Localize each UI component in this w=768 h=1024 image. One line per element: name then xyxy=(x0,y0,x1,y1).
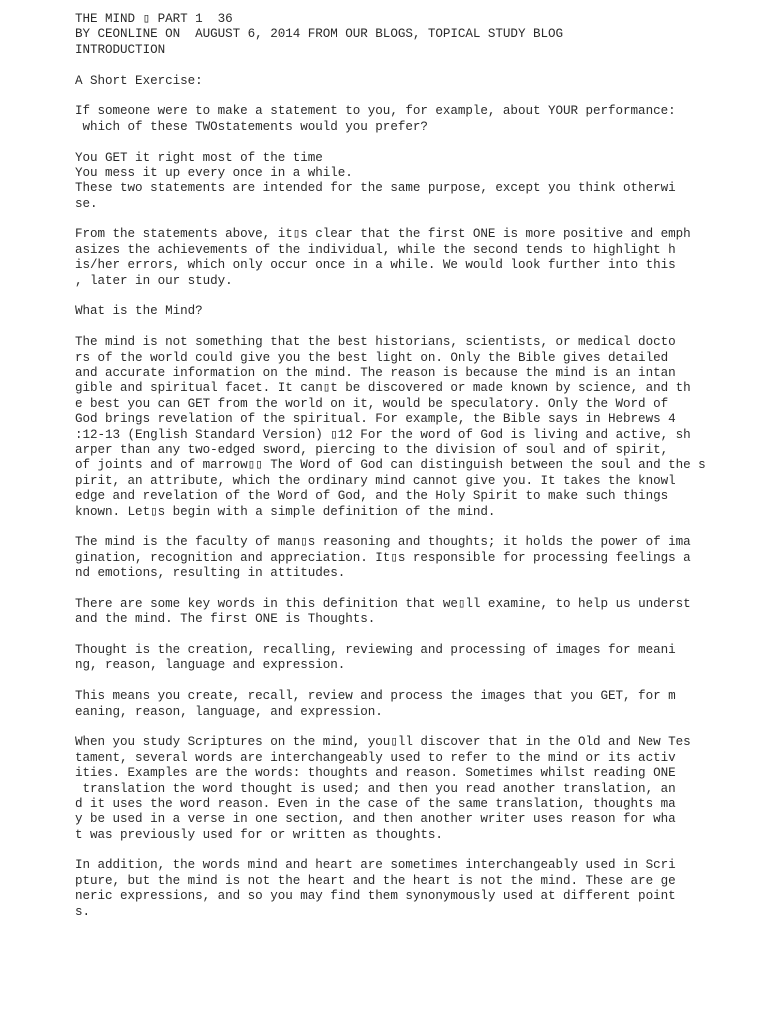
text-line: You mess it up every once in a while. xyxy=(75,165,353,180)
text-line: which of these TWOstatements would you prefer? xyxy=(75,119,428,134)
text-line: The mind is not something that the best historians, scientists, or medical docto xyxy=(75,335,676,350)
text-line: The mind is the faculty of man▯s reasoning and thoughts; it holds the power of ima xyxy=(75,535,691,550)
text-line: In addition, the words mind and heart are sometimes interchangeably used in Scri xyxy=(75,858,676,873)
text-line: Thought is the creation, recalling, reviewing and processing of images for meani xyxy=(75,643,676,658)
document-page xyxy=(75,12,715,920)
text-line: God brings revelation of the spiritual. For example, the Bible says in Hebrews 4 xyxy=(75,412,676,427)
text-line: rs of the world could give you the best light on. Only the Bible gives detailed xyxy=(75,350,669,365)
page-title: THE MIND ▯ PART 1 36 xyxy=(75,12,233,26)
text-line: y be used in a verse in one section, and then another writer uses reason for wha xyxy=(75,812,676,827)
text-line: You GET it right most of the time xyxy=(75,150,323,165)
text-line: tament, several words are interchangeably used to refer to the mind or its activ xyxy=(75,750,676,765)
text-line: d it uses the word reason. Even in the case of the same translation, thoughts ma xyxy=(75,796,676,811)
text-line: se. xyxy=(75,196,98,211)
text-line: gination, recognition and appreciation. It▯s responsible for processing feelings a xyxy=(75,550,691,565)
text-line: neric expressions, and so you may find them synonymously used at different point xyxy=(75,889,676,904)
document-body xyxy=(75,74,715,920)
text-line: nd emotions, resulting in attitudes. xyxy=(75,566,346,581)
text-line: When you study Scriptures on the mind, you▯ll discover that in the Old and New Tes xyxy=(75,735,691,750)
text-line: t was previously used for or written as thoughts. xyxy=(75,827,443,842)
exercise-heading xyxy=(75,74,715,89)
text-line: A Short Exercise: xyxy=(75,73,203,88)
text-line: There are some key words in this definition that we▯ll examine, to help us underst xyxy=(75,596,691,611)
text-line: asizes the achievements of the individual, while the second tends to highlight h xyxy=(75,242,676,257)
scriptures-paragraph xyxy=(75,735,715,843)
text-line: , later in our study. xyxy=(75,273,233,288)
text-line: and accurate information on the mind. The reason is because the mind is an intan xyxy=(75,365,676,380)
text-line: e best you can GET from the world on it, would be speculatory. Only the Word of xyxy=(75,396,669,411)
text-line: From the statements above, it▯s clear that the first ONE is more positive and emph xyxy=(75,227,691,242)
text-line: arper than any two-edged sword, piercing to the division of soul and of spirit, xyxy=(75,442,669,457)
text-line: eaning, reason, language, and expression. xyxy=(75,704,383,719)
mind-definition xyxy=(75,535,715,581)
byline: BY CEONLINE ON AUGUST 6, 2014 FROM OUR BLOGS, TOPICAL STUDY BLOG xyxy=(75,27,563,42)
text-line: ng, reason, language and expression. xyxy=(75,658,346,673)
text-line: s. xyxy=(75,904,91,919)
text-line: This means you create, recall, review and process the images that you GET, for m xyxy=(75,689,676,704)
thought-definition xyxy=(75,643,715,674)
text-line: known. Let▯s begin with a simple definition of the mind. xyxy=(75,504,496,519)
thought-meaning xyxy=(75,689,715,720)
text-line: What is the Mind? xyxy=(75,304,203,319)
text-line: If someone were to make a statement to you, for example, about YOUR performance: xyxy=(75,104,676,119)
text-line: pirit, an attribute, which the ordinary mind cannot give you. It takes the knowl xyxy=(75,473,676,488)
exercise-question xyxy=(75,104,715,135)
statement-options xyxy=(75,151,715,213)
key-words xyxy=(75,597,715,628)
section-label: INTRODUCTION xyxy=(75,42,166,57)
statements-analysis xyxy=(75,227,715,289)
text-line: of joints and of marrow▯▯ The Word of God can distinguish between the soul and the s xyxy=(75,458,706,473)
text-line: :12-13 (English Standard Version) ▯12 For the word of God is living and active, sh xyxy=(75,427,691,442)
text-line: translation the word thought is used; and then you read another translation, an xyxy=(75,781,676,796)
text-line: gible and spiritual facet. It can▯t be discovered or made known by science, and th xyxy=(75,381,691,396)
text-line: pture, but the mind is not the heart and the heart is not the mind. These are ge xyxy=(75,873,676,888)
text-line: edge and revelation of the Word of God, and the Holy Spirit to make such things xyxy=(75,489,669,504)
mind-heading xyxy=(75,304,715,319)
document-header xyxy=(75,12,715,58)
text-line: is/her errors, which only occur once in a while. We would look further into this xyxy=(75,258,676,273)
text-line: ities. Examples are the words: thoughts and reason. Sometimes whilst reading ONE xyxy=(75,766,676,781)
text-line: and the mind. The first ONE is Thoughts. xyxy=(75,612,376,627)
mind-paragraph xyxy=(75,335,715,520)
text-line: These two statements are intended for the same purpose, except you think otherwi xyxy=(75,181,676,196)
mind-heart-paragraph xyxy=(75,858,715,920)
